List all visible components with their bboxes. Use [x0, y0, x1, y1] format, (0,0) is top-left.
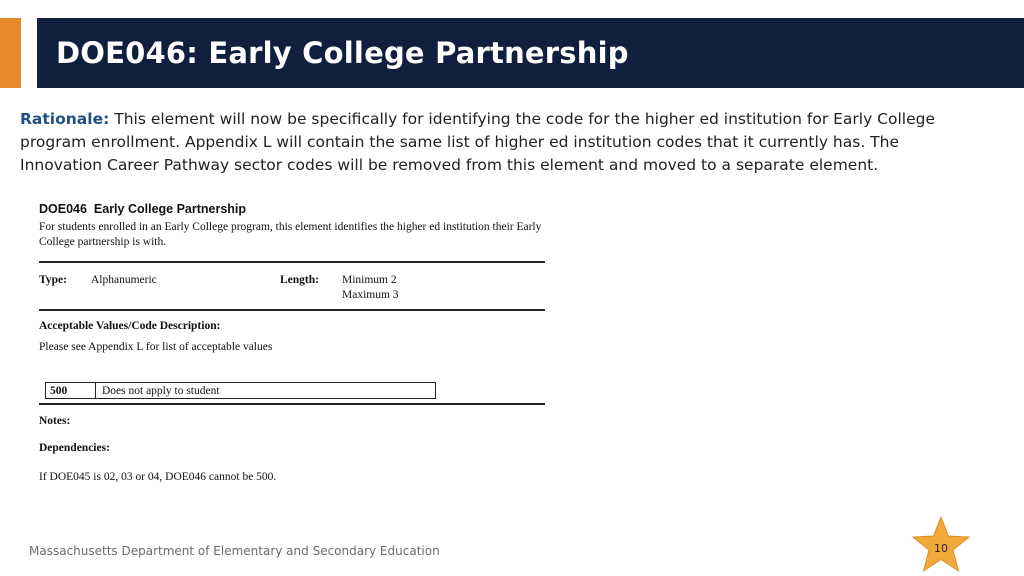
divider-1 [39, 261, 545, 263]
page-number-badge [910, 515, 972, 575]
dependencies-label: Dependencies: [39, 442, 110, 454]
length-label: Length: [280, 274, 319, 286]
spec-header-name: Early College Partnership [93, 202, 247, 216]
type-label: Type: [39, 274, 67, 286]
divider-2 [39, 309, 545, 311]
divider-3 [39, 403, 545, 405]
spec-header-code: DOE046 [39, 202, 87, 216]
slide-title: DOE046: Early College Partnership [56, 36, 629, 70]
rationale-paragraph [20, 108, 970, 177]
spec-header [39, 202, 246, 216]
page-number: 10 [934, 542, 948, 555]
length-min: Minimum 2 [342, 274, 397, 286]
footer-organization: Massachusetts Department of Elementary and Secondary Education [29, 544, 440, 558]
code-description: Does not apply to student [102, 384, 220, 397]
type-value: Alphanumeric [91, 274, 157, 286]
rationale-text: This element will now be specifically for identifying the code for the higher ed institution for Early College program enrollment. Appendix L will contain the same list of higher ed institution codes that it currently has. The Innovation Career Pathway sector codes will be removed from this element and moved to a separate element. [20, 110, 936, 174]
code-value: 500 [46, 383, 96, 398]
spec-description: For students enrolled in an Early College program, this element identifies the higher ed institution their Early College partnership is with. [39, 221, 542, 248]
accent-bar [0, 18, 21, 88]
notes-label: Notes: [39, 415, 71, 427]
dependencies-text: If DOE045 is 02, 03 or 04, DOE046 cannot be 500. [39, 471, 277, 483]
acceptable-values-text: Please see Appendix L for list of acceptable values [39, 341, 273, 353]
rationale-label: Rationale: [20, 110, 110, 128]
acceptable-values-label: Acceptable Values/Code Description: [39, 320, 221, 332]
length-max: Maximum 3 [342, 289, 399, 301]
title-bar [37, 18, 1024, 88]
code-table-row [45, 382, 436, 399]
